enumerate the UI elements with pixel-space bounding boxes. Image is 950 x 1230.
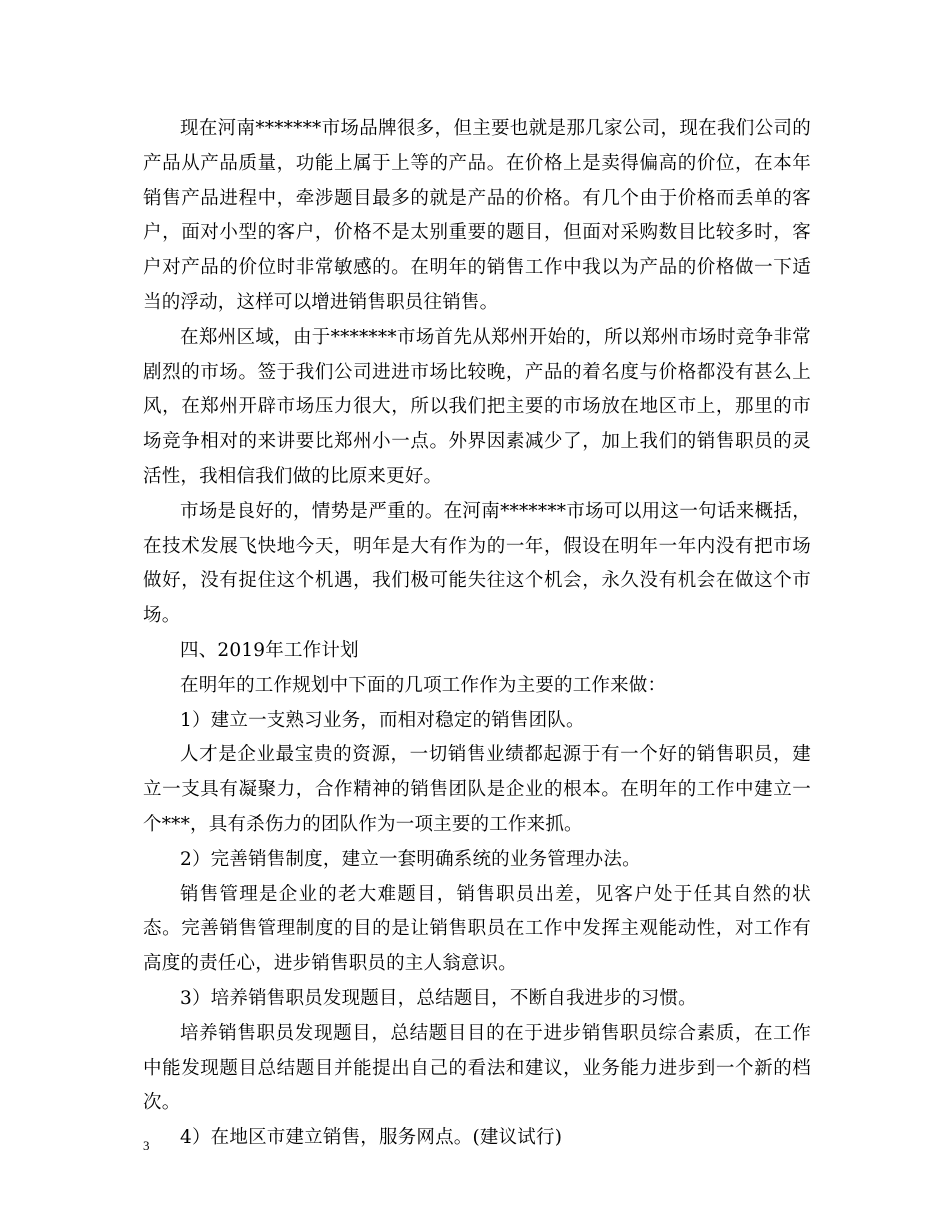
plan-item-1: 1）建立一支熟习业务，而相对稳定的销售团队。 [180,709,585,731]
paragraph-market-situation: 市场是良好的，情势是严重的。在河南*******市场可以用这一句话来概括，在技术发展飞快地今天，明年是大有作为的一年，假设在明年一年内没有把市场做好，没有捉住这个机遇，我们极可能失往这个机会，永久没有机会在做这个市场。 [143,500,811,627]
paragraph-training: 培养销售职员发现题目，总结题目目的在于进步销售职员综合素质，在工作中能发现题目总结题目并能提出自己的看法和建议，业务能力进步到一个新的档次。 [143,1022,811,1114]
document-body [143,112,811,1156]
paragraph-plan-intro: 在明年的工作规划中下面的几项工作作为主要的工作来做： [180,674,667,696]
plan-item-2: 2）完善销售制度，建立一套明确系统的业务管理办法。 [180,848,641,870]
page-number: 3 [143,1138,150,1153]
plan-item-3: 3）培养销售职员发现题目，总结题目，不断自我进步的习惯。 [180,987,697,1009]
plan-item-4: 4）在地区市建立销售，服务网点。(建议试行) [180,1127,563,1149]
paragraph-zhengzhou-region: 在郑州区域，由于*******市场首先从郑州开始的，所以郑州市场时竞争非常剧烈的市场。签于我们公司进进市场比较晚，产品的着名度与价格都没有甚么上风，在郑州开辟市场压力很大，所以我们把主要的市场放在地区市上，那里的市场竞争相对的来讲要比郑州小一点。外界因素减少了，加上我们的销售职员的灵活性，我相信我们做的比原来更好。 [143,326,811,487]
paragraph-sales-management: 销售管理是企业的老大难题目，销售职员出差，见客户处于任其自然的状态。完善销售管理制度的目的是让销售职员在工作中发挥主观能动性，对工作有高度的责任心，进步销售职员的主人翁意识。 [143,883,811,975]
paragraph-talent: 人才是企业最宝贵的资源，一切销售业绩都起源于有一个好的销售职员，建立一支具有凝聚力，合作精神的销售团队是企业的根本。在明年的工作中建立一个***，具有杀伤力的团队作为一项主要的工作来抓。 [143,744,811,835]
paragraph-brand-analysis: 现在河南*******市场品牌很多，但主要也就是那几家公司，现在我们公司的产品从产品质量，功能上属于上等的产品。在价格上是卖得偏高的价位，在本年销售产品进程中，牵涉题目最多的就是产品的价格。有几个由于价格而丢单的客户，面对小型的客户，价格不是太别重要的题目，但面对采购数目比较多时，客户对产品的价位时非常敏感的。在明年的销售工作中我以为产品的价格做一下适当的浮动，这样可以增进销售职员往销售。 [143,118,811,313]
section-heading-work-plan: 四、2019年工作计划 [180,639,359,661]
